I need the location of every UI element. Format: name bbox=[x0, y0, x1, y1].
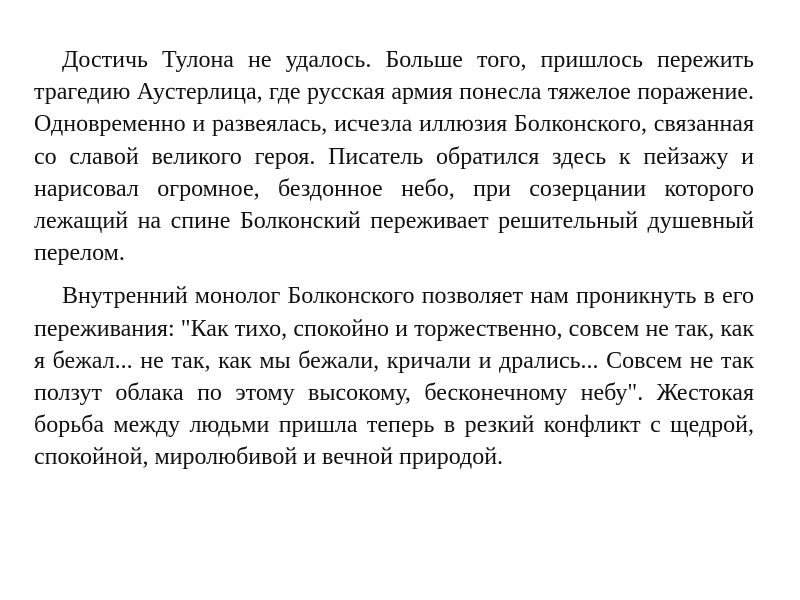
paragraph-1: Достичь Тулона не удалось. Больше того, пришлось пережить трагедию Аустерлица, где русская армия понесла тяжелое поражение. Одновременно и развеялась, исчезла иллюзия Болконского, связанная со славой великого героя. Писатель обратился здесь к пейзажу и нарисовал огромное, бездонное небо, при созерцании которого лежащий на спине Болконский переживает решительный душевный перелом. bbox=[34, 47, 754, 267]
paragraph-2: Внутренний монолог Болконского позволяет нам проникнуть в его переживания: "Как тихо, спокойно и торжественно, совсем не так, как я бежал... не так, как мы бежали, кричали и дрались... Совсем не так ползут облака по этому высокому, бесконечному небу". Жестокая борьба между людьми пришла теперь в резкий конфликт с щедрой, спокойной, миролюбивой и вечной природой. bbox=[34, 283, 754, 471]
text-block bbox=[34, 44, 754, 474]
